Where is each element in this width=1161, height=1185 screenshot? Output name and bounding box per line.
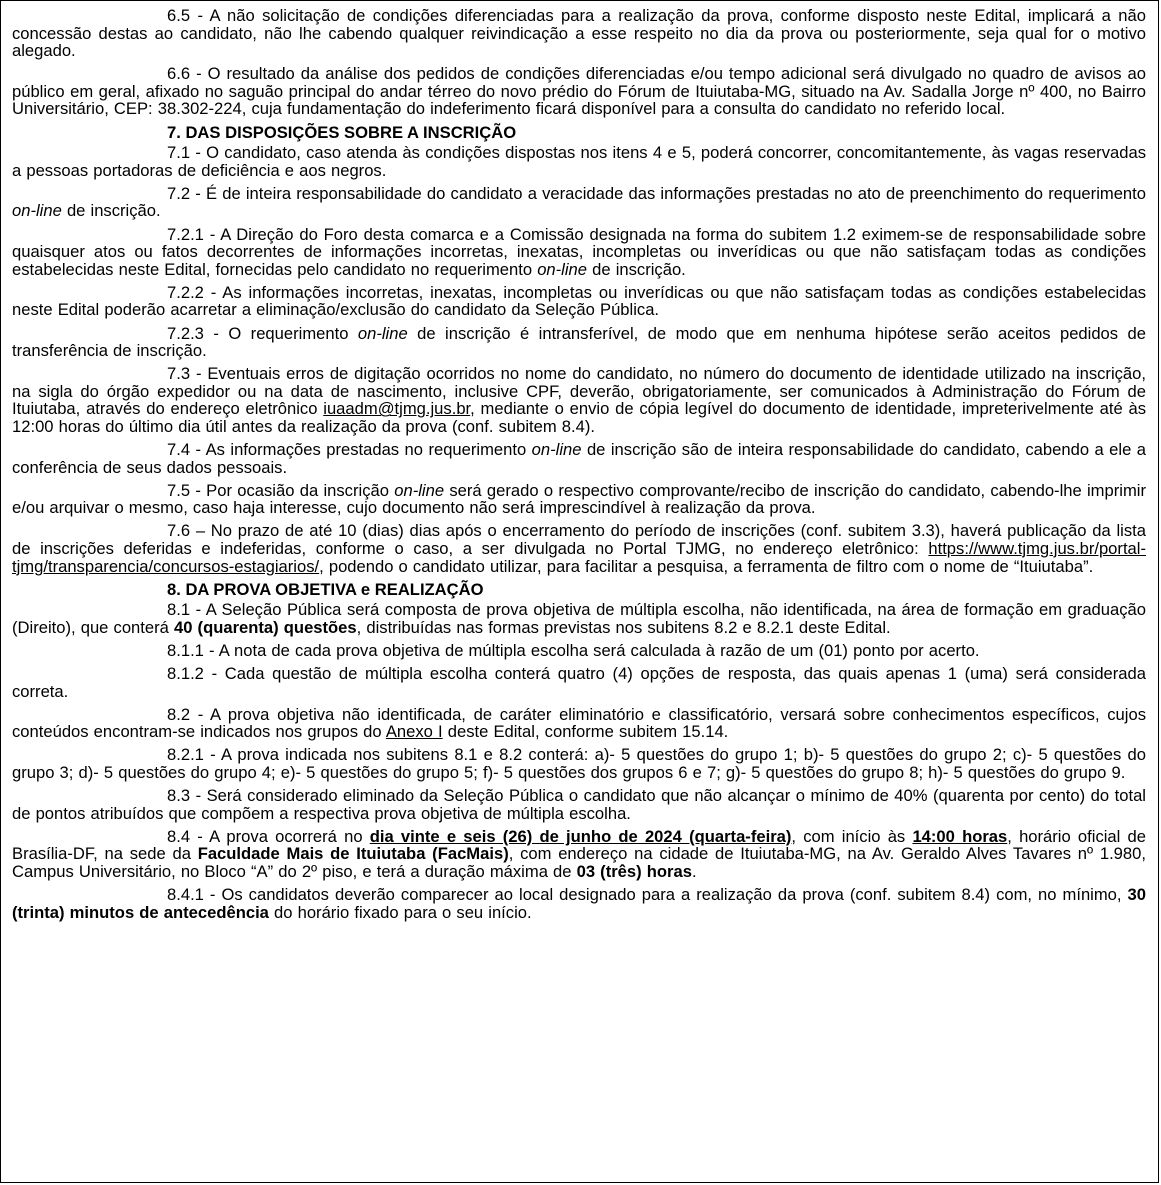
paragraph-7-1-text: 7.1 - O candidato, caso atenda às condições dispostas nos itens 4 e 5, poderá concorrer, concomitantemente, às vagas reservadas a pessoas portadoras de deficiência e aos negros. [12,143,1146,180]
paragraph-8-4-text-e: . [691,862,697,882]
paragraph-7-5-text: 7.5 - Por ocasião da inscrição [167,480,395,500]
paragraph-8-4-1-text: 8.4.1 - Os candidatos deverão comparecer ao local designado para a realização da prova (conf. subitem 8.4) com, no mínimo, [167,885,1128,905]
paragraph-8-2-text-end: deste Edital, conforme subitem 15.14. [442,722,729,742]
paragraph-8-4-text-c: , horário oficial de Brasília-DF, na sede da [12,826,1146,864]
paragraph-7-2-1-text-end: de inscrição. [587,259,686,279]
paragraph-7-2-text: 7.2 - É de inteira responsabilidade do candidato a veracidade das informações prestadas no ato de preenchimento do requerimento [167,183,1146,203]
paragraph-6-6 [12,65,1146,118]
section-7-heading: 7. DAS DISPOSIÇÕES SOBRE A INSCRIÇÃO [167,122,517,142]
paragraph-8-4-text-d: , com endereço na cidade de Ituiutaba-MG, na Av. Geraldo Alves Tavares nº 1.980, Campus Universitário, no Bloco “A” do 2º piso, e terá a duração máxima de [12,844,1146,882]
online-term: on-line [12,201,62,221]
paragraph-7-6-text: 7.6 – No prazo de até 10 (dias) dias após o encerramento do período de inscrições (conf. subitem 3.3), haverá publicação da lista de inscrições deferidas e indeferidas, conforme o caso, a ser divulgada no Portal TJMG, no endereço eletrônico: [12,521,1146,559]
online-term: on-line [394,480,445,500]
paragraph-7-2-3-text-end: de inscrição é intransferível, de modo que em nenhuma hipótese serão aceitos pedidos de transferência de inscrição. [12,323,1146,361]
paragraph-8-1 [12,601,1146,636]
exam-date: dia vinte e seis (26) de junho de 2024 (quarta-feira) [369,826,792,846]
paragraph-7-4 [12,441,1146,476]
paragraph-7-6 [12,522,1146,575]
paragraph-7-3-text-end: , mediante o envio de cópia legível do documento de identidade, impreterivelmente até às 12:00 horas do último dia útil antes da realização da prova (conf. subitem 8.4). [12,399,1147,436]
exam-time: 14:00 horas [912,826,1008,846]
paragraph-8-4-1-text-end: do horário fixado para o seu início. [268,902,532,922]
exam-duration: 03 (três) horas [576,862,692,882]
paragraph-7-2-2 [12,284,1146,319]
paragraph-7-2-1-text: 7.2.1 - A Direção do Foro desta comarca e a Comissão designada na forma do subitem 1.2 eximem-se de responsabilidade sobre quaisquer atos ou fatos decorrentes de informações incorretas, inexatas, incompletas ou inverídicas ou que não satisfaçam todas as condições estabelecidas neste Edital, fornecidas pelo candidato no requerimento [12,224,1146,279]
paragraph-6-6-text: 6.6 - O resultado da análise dos pedidos de condições diferenciadas e/ou tempo adicional será divulgado no quadro de avisos ao público em geral, afixado no saguão principal do andar térreo do novo prédio do Fórum de Ituiutaba-MG, situado na Av. Sadalla Jorge nº 400, no Bairro Universitário, CEP: 38.302-224, cuja fundamentação do indeferimento ficará disponível para a consulta do candidato no referido local. [12,64,1146,119]
portal-url-link[interactable]: https://www.tjmg.jus.br/portal-tjmg/transparencia/concursos-estagiarios/ [12,539,1146,576]
online-term: on-line [357,323,408,343]
paragraph-7-3-text: 7.3 - Eventuais erros de digitação ocorridos no nome do candidato, no número do documento de identidade utilizado na inscrição, na sigla do órgão expedidor ou na data de nascimento, inclusive CPF, deverão, obrigatoriamente, ser comunicados à Administração do Fórum de Ituiutaba, através do endereço eletrônico [12,364,1146,419]
online-term: on-line [531,440,582,460]
paragraph-7-2 [12,185,1146,220]
paragraph-7-3 [12,365,1146,435]
paragraph-7-2-3-text: 7.2.3 - O requerimento [167,323,358,343]
paragraph-8-1-text: 8.1 - A Seleção Pública será composta de prova objetiva de múltipla escolha, não identificada, na área de formação em graduação (Direito), que conterá [12,600,1146,637]
paragraph-8-1-1-text: 8.1.1 - A nota de cada prova objetiva de múltipla escolha será calculada à razão de um (01) ponto por acerto. [167,641,980,660]
paragraph-8-1-2 [12,665,1146,700]
paragraph-8-2-1-text: 8.2.1 - A prova indicada nos subitens 8.1 e 8.2 conterá: a)- 5 questões do grupo 1; b)- 5 questões do grupo 2; c)- 5 questões do grupo 3; d)- 5 questões do grupo 4; e)- 5 questões do grupo 5; f)- 5 questões dos grupos 6 e 7; g)- 5 questões do grupo 8; h)- 5 questões do grupo 9. [12,745,1146,783]
paragraph-8-1-2-text: 8.1.2 - Cada questão de múltipla escolha conterá quatro (4) opções de resposta, das quais apenas 1 (uma) será considerada correta. [12,664,1146,701]
exam-place: Faculdade Mais de Ituiutaba (FacMais) [197,844,509,864]
paragraph-8-4-text-b: , com início às [791,826,913,846]
paragraph-7-4-text-end: de inscrição são de inteira responsabilidade do candidato, cabendo a ele a conferência de seus dados pessoais. [12,440,1146,477]
paragraph-8-2-text: 8.2 - A prova objetiva não identificada, de caráter eliminatório e classificatório, versará sobre conhecimentos específicos, cujos conteúdos encontram-se indicados nos grupos do [12,704,1146,742]
paragraph-8-4-1 [12,886,1146,921]
paragraph-8-4 [12,828,1146,881]
paragraph-8-3 [12,787,1146,822]
paragraph-8-2-1 [12,746,1146,781]
question-count: 40 (quarenta) questões [173,617,357,637]
paragraph-8-2 [12,706,1146,741]
paragraph-7-2-3 [12,325,1146,360]
paragraph-7-6-text-end: , podendo o candidato utilizar, para facilitar a pesquisa, a ferramenta de filtro com o nome de “Ituiutaba”. [319,556,1094,576]
email-link[interactable]: iuaadm@tjmg.jus.br [323,399,471,419]
paragraph-7-2-1 [12,226,1146,279]
anexo-link[interactable]: Anexo I [385,722,443,742]
paragraph-7-4-text: 7.4 - As informações prestadas no requerimento [167,440,532,460]
paragraph-6-5 [12,7,1146,60]
paragraph-7-5 [12,482,1146,517]
online-term: on-line [537,259,588,279]
paragraph-7-2-2-text: 7.2.2 - As informações incorretas, inexatas, incompletas ou inverídicas ou que não satisfaçam todas as condições estabelecidas neste Edital poderão acarretar a eliminação/exclusão do candidato da Seleção Pública. [12,282,1146,320]
paragraph-8-1-1 [12,642,1146,660]
paragraph-8-4-text: 8.4 - A prova ocorrerá no [167,826,370,846]
arrival-advance: 30 (trinta) minutos de antecedência [12,885,1146,922]
paragraph-7-5-text-end: será gerado o respectivo comprovante/recibo de inscrição do candidato, cabendo-lhe imprimir e/ou arquivar o mesmo, caso haja interesse, cujo documento não será imprescindível à realização da prova. [12,480,1146,518]
paragraph-6-5-text: 6.5 - A não solicitação de condições diferenciadas para a realização da prova, conforme disposto neste Edital, implicará a não concessão destas ao candidato, não lhe cabendo qualquer reivindicação a esse respeito no dia da prova ou posteriormente, seja qual for o motivo alegado. [12,6,1146,61]
paragraph-8-1-text-end: , distribuídas nas formas previstas nos subitens 8.2 e 8.2.1 deste Edital. [356,617,891,637]
paragraph-8-3-text: 8.3 - Será considerado eliminado da Seleção Pública o candidato que não alcançar o mínimo de 40% (quarenta por cento) do total de pontos atribuídos que compõem a respectiva prova objetiva de múltipla escolha. [12,786,1146,823]
paragraph-7-1 [12,144,1146,179]
paragraph-7-2-text-end: de inscrição. [61,201,161,221]
section-8-heading: 8. DA PROVA OBJETIVA e REALIZAÇÃO [167,579,484,599]
